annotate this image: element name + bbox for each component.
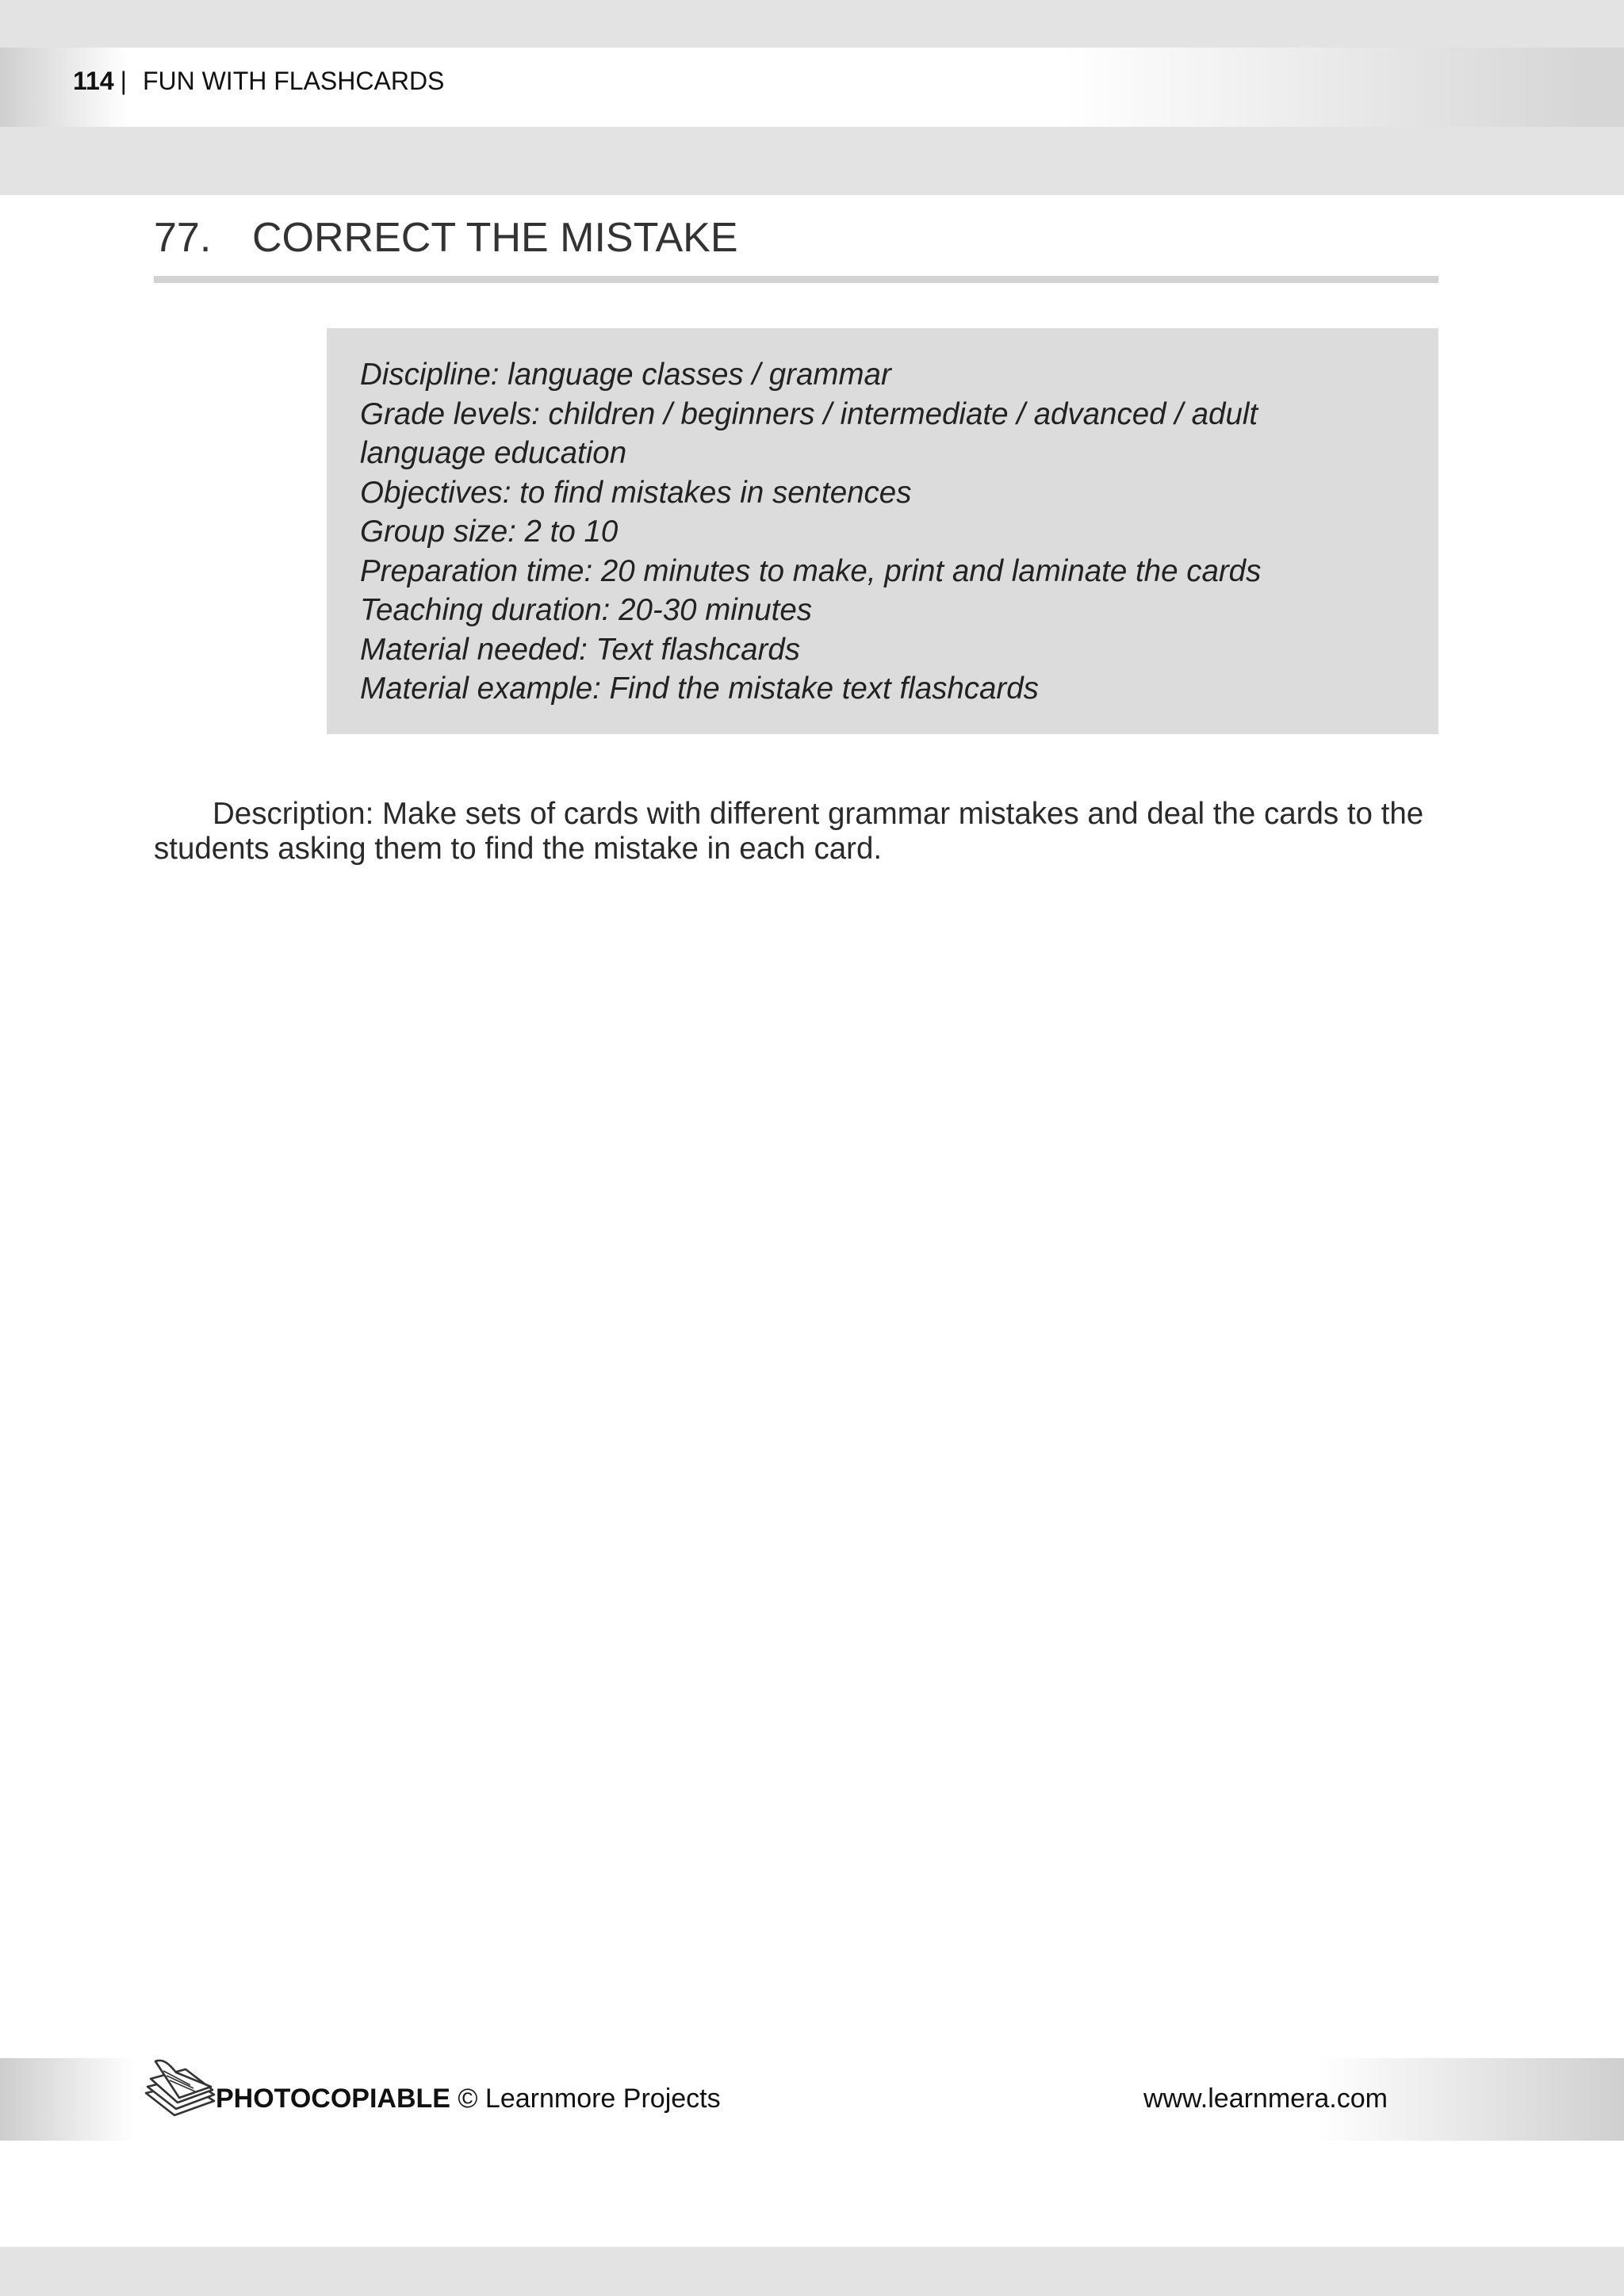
description-paragraph — [154, 797, 1442, 867]
description-text: Description: Make sets of cards with different grammar mistakes and deal the cards to the students asking them to find the mistake in each card. — [154, 797, 1424, 866]
page-number: 114 — [73, 67, 114, 95]
section-heading — [154, 214, 738, 262]
website-url: www.learnmera.com — [1143, 2084, 1388, 2114]
info-line-material-needed: Material needed: Text flashcards — [360, 632, 800, 667]
info-line-objectives: Objectives: to find mistakes in sentences — [360, 475, 912, 510]
photocopiable-label: PHOTOCOPIABLE — [216, 2084, 450, 2114]
info-line-grade-levels: Grade levels: children / beginners / intermediate / advanced / adult — [360, 396, 1258, 431]
info-line-teaching-duration: Teaching duration: 20-30 minutes — [360, 593, 813, 627]
info-line-group-size: Group size: 2 to 10 — [360, 515, 619, 549]
stack-of-papers-icon — [140, 2055, 219, 2118]
activity-info-box — [327, 328, 1438, 734]
info-line-grade-levels-cont: language education — [360, 436, 627, 470]
running-header — [73, 67, 444, 96]
book-title: FUN WITH FLASHCARDS — [142, 67, 445, 95]
bottom-band — [0, 2247, 1624, 2296]
header-separator: | — [120, 67, 127, 95]
section-title: CORRECT THE MISTAKE — [252, 215, 738, 261]
info-line-discipline: Discipline: language classes / grammar — [360, 358, 891, 392]
info-line-preparation-time: Preparation time: 20 minutes to make, print and laminate the cards — [360, 553, 1262, 588]
footer-credit — [216, 2084, 721, 2114]
info-lines — [360, 355, 1415, 709]
info-line-material-example: Material example: Find the mistake text flashcards — [360, 672, 1039, 706]
copyright-text: © Learnmore Projects — [458, 2084, 721, 2114]
title-rule — [154, 276, 1438, 283]
section-number: 77. — [154, 215, 212, 261]
top-band — [0, 0, 1624, 48]
header-underband — [0, 127, 1624, 195]
